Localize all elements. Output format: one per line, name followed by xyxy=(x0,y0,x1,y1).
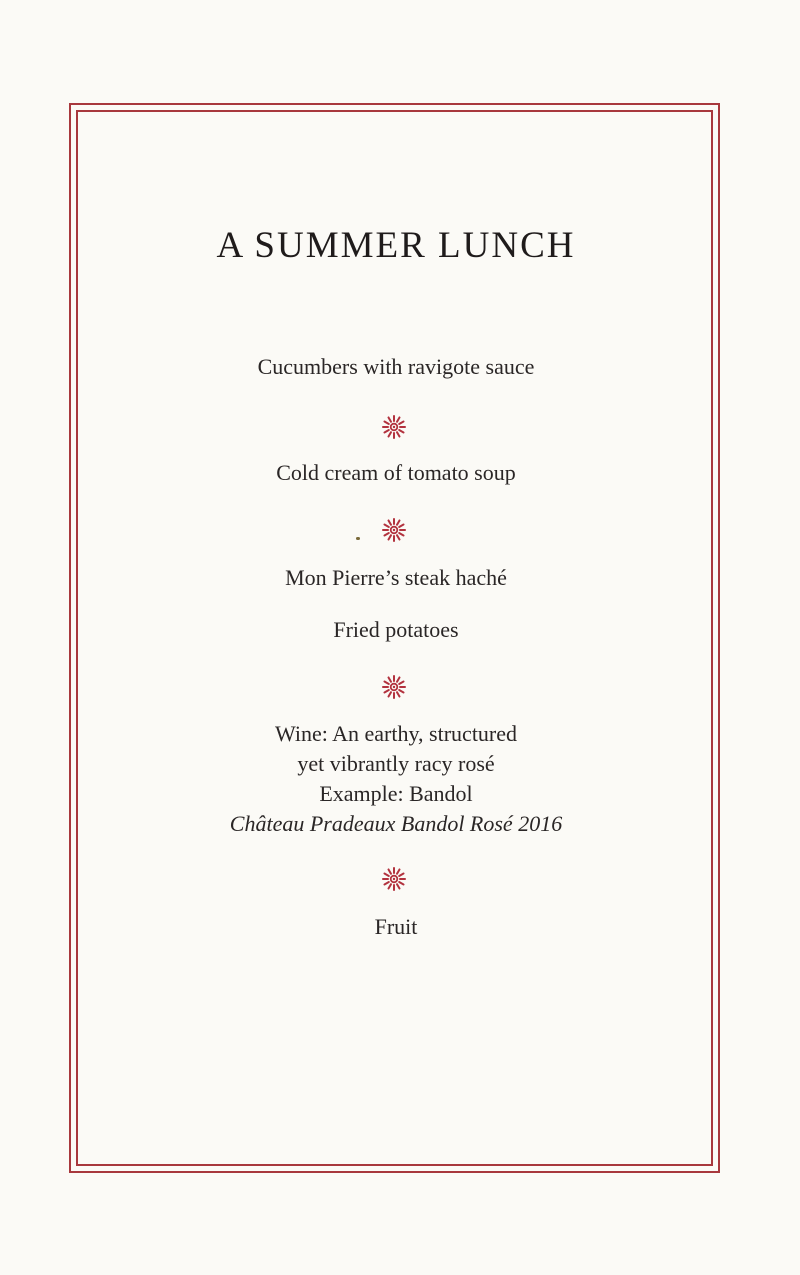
course-fried-potatoes: Fried potatoes xyxy=(333,617,459,642)
course-fruit: Fruit xyxy=(374,914,418,939)
course-cucumbers: Cucumbers with ravigote sauce xyxy=(257,354,535,379)
wine-description-line2: yet vibrantly racy rosé xyxy=(297,751,495,776)
rosette-flower-icon xyxy=(381,414,407,440)
rosette-flower-icon xyxy=(381,674,407,700)
paper-speck xyxy=(356,537,360,540)
course-tomato-soup: Cold cream of tomato soup xyxy=(276,460,516,485)
wine-name: Château Pradeaux Bandol Rosé 2016 xyxy=(229,811,563,836)
course-steak-hache: Mon Pierre’s steak haché xyxy=(285,565,507,590)
wine-description-line1: Wine: An earthy, structured xyxy=(274,721,518,746)
rosette-flower-icon xyxy=(381,517,407,543)
rosette-flower-icon xyxy=(381,866,407,892)
menu-title: A SUMMER LUNCH xyxy=(216,225,576,266)
wine-example: Example: Bandol xyxy=(319,781,473,806)
